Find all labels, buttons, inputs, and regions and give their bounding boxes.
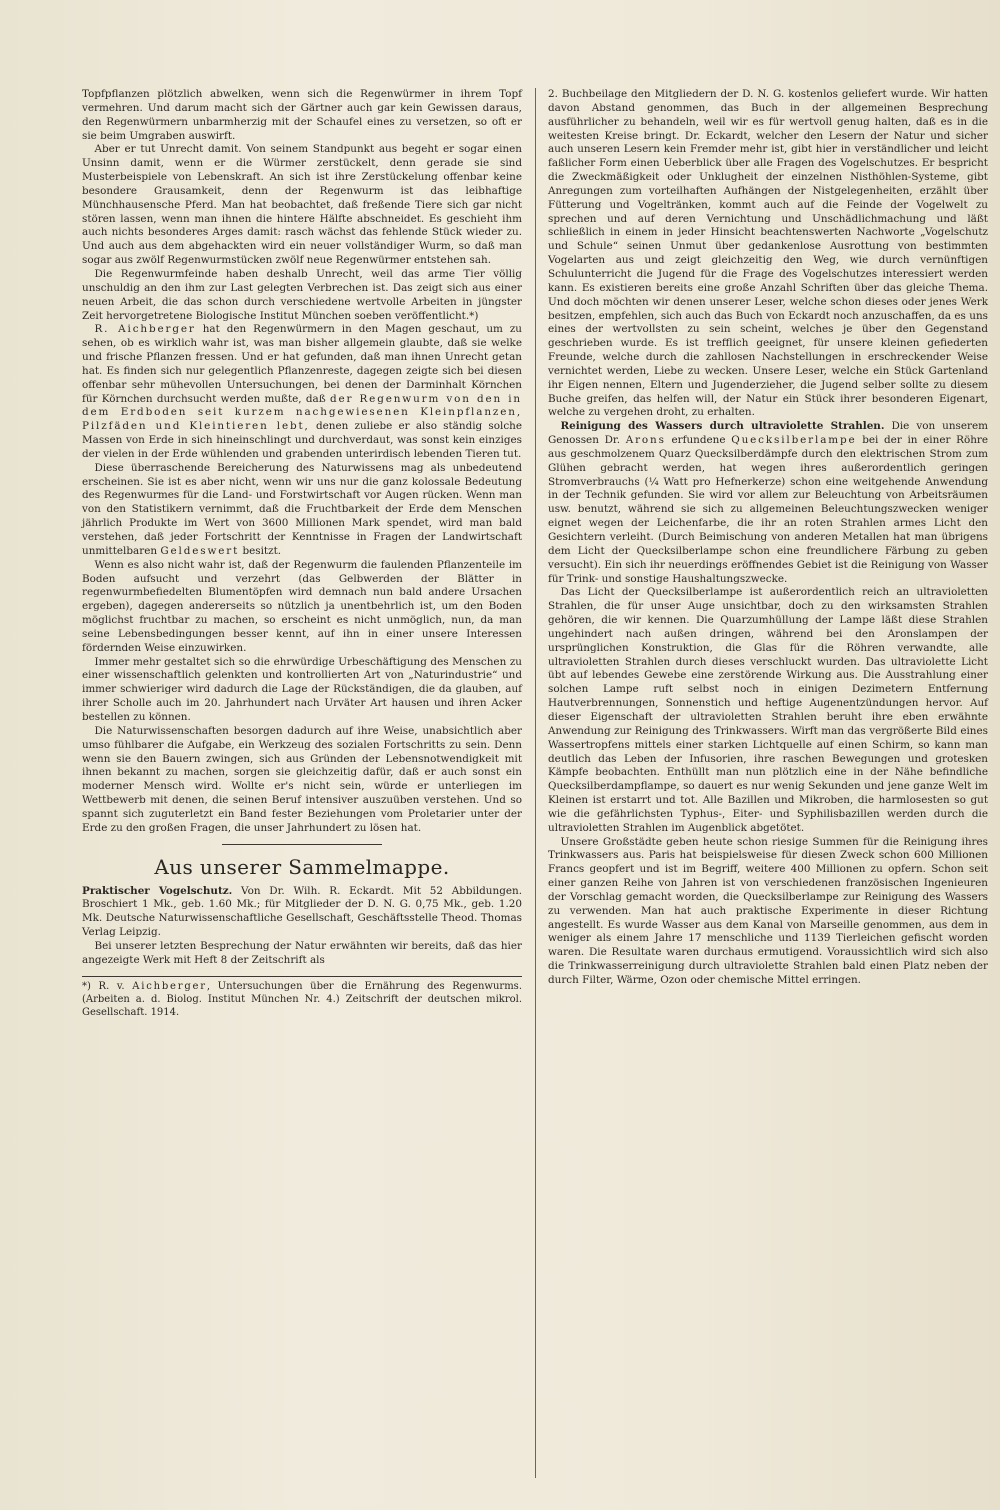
- text-run: besitzt.: [239, 544, 282, 557]
- paragraph: 2. Buchbeilage den Mitgliedern der D. N. G. kostenlos geliefert wurde. Wir hatten davon Abstand genommen, das Buch in der allgemeinen Besprechung ausführlicher zu behandeln, weil wir es für wertvoll genug halten, daß es in die weitesten Kreise bringt. Dr. Eckardt, welcher den Lesern der Natur und sicher auch unseren Lesern kein Fremder mehr ist, gibt hier in verständlicher und leicht faßlicher Form einen Ueberblick über alle Fragen des Vogelschutzes. Er bespricht die Zweckmäßigkeit oder Unklugheit der einzelnen Nisthöhlen-Systeme, gibt Anregungen zum vorteilhaften Aufhängen der Nistgelegenheiten, erzählt über Fütterung und Vogeltränken, kommt auch auf die Feinde der Vogelwelt zu sprechen und auf deren Vernichtung und Unschädlichmachung und läßt schließlich in einem in jeder Hinsicht beachtenswerten Nachworte „Vogelschutz und Schule“ seinen Unmut über gedankenlose Ausrottung von bestimmten Vogelarten aus und zeigt gleichzeitig den Weg, wie durch vernünftigen Schulunterricht die Jugend für die Frage des Vogelschutzes interessiert werden kann. Es existieren bereits eine große Anzahl Schriften über das gleiche Thema. Und doch möchten wir denen unserer Leser, welche schon dieses oder jenes Werk besitzen, empfehlen, sich auch das Buch von Eckardt noch anzuschaffen, da es uns eines der wertvollsten zu sein scheint, welches je über den Gegenstand geschrieben wurde. Es ist trefflich geeignet, für unsere kleinen gefiederten Freunde, welche durch die zahllosen Nachstellungen in erschreckender Weise vernichtet werden, Liebe zu wecken. Unsere Leser, welche ein Stück Gartenland ihr Eigen nennen, Eltern und Jugenderzieher, die Jugend selber sollte zu diesem Buche greifen, das helfen will, der Natur ein Stück ihrer besonderen Eigenart, welche zu vergehen droht, zu erhalten.: [548, 88, 988, 419]
- paragraph: Unsere Großstädte geben heute schon riesige Summen für die Reinigung ihres Trinkwassers aus. Paris hat beispielsweise für diesen Zweck schon 600 Millionen Francs geopfert und ist im Begriff, weitere 400 Millionen zu opfern. Schon seit einer ganzen Reihe von Jahren ist von verschiedenen französischen Ingenieuren der Vorschlag gemacht worden, die Quecksilberlampe zur Reinigung des Wassers zu verwenden. Man hat auch praktische Experimente in dieser Richtung angestellt. Es wurde Wasser aus dem Kanal von Marseille genommen, aus dem in weniger als einem Jahre 17 menschliche und 1139 Tierleichen gefischt worden waren. Die Resultate waren durchaus ermutigend. Voraussichtlich wird sich also die Trinkwasserreinigung durch ultraviolette Strahlen bald einen Platz neben der durch Filter, Wärme, Ozon oder chemische Mittel erringen.: [548, 835, 988, 986]
- paragraph: [548, 420, 988, 586]
- emphasized-text: der Regenwurm von den in dem Erdboden seit kurzem nachgewiesenen Kleinpflanzen, Pilzfäden und Kleintieren lebt,: [82, 392, 522, 433]
- footnote: [82, 976, 522, 1019]
- review-title: Praktischer Vogelschutz.: [82, 884, 233, 897]
- paragraph: Die Naturwissenschaften besorgen dadurch auf ihre Weise, unabsichtlich aber umso fühlbarer die Aufgabe, ein Werkzeug des sozialen Fortschritts zu sein. Denn wenn sie den Bauern zwingen, sich aus Gründen der Lebensnotwendigkeit mit ihnen bekannt zu machen, sorgen sie gleichzeitig dafür, daß er auch sonst ein moderner Mensch wird. Wollte er's nicht sein, würde er unterliegen im Wettbewerb mit denen, die seinen Beruf intensiver auszuüben verstehen. Und so spannt sich zuguterletzt ein Band fester Beziehungen vom Proletarier unter der Erde zu den großen Fragen, die unser Jahrhundert zu lösen hat.: [82, 724, 522, 834]
- review-paragraph: [82, 885, 522, 940]
- paragraph: Die Regenwurmfeinde haben deshalb Unrecht, weil das arme Tier völlig unschuldig an den ihm zur Last gelegten Verbrechen ist. Das zeigt sich aus einer neuen Arbeit, die das schon durch verschiedene wertvolle Arbeiten in jüngster Zeit hervorgetretene Biologische Institut München soeben veröffentlicht.*): [82, 267, 522, 322]
- emphasized-text: Geldeswert: [160, 544, 240, 557]
- paragraph: Immer mehr gestaltet sich so die ehrwürdige Urbeschäftigung des Menschen zu einer wissenschaftlich gelenkten und kontrollierten Art von „Naturindustrie“ und immer schwieriger wird dadurch die Lage der Rückständigen, die da glauben, auf ihrer Scholle auch im 20. Jahrhundert nach Urväter Art hausen und ihren Acker bestellen zu können.: [82, 655, 522, 723]
- footnote-text: , Untersuchungen über die Ernährung des Regenwurms. (Arbeiten a. d. Biolog. Institut München Nr. 4.) Zeitschrift der deutschen mikrol. Gesellschaft. 1914.: [82, 980, 522, 1018]
- text-run: bei der in einer Röhre aus geschmolzenem Quarz Quecksilberdämpfe durch den elektrischen Strom zum Glühen gebracht werden, hat wegen ihres außerordentlich geringen Stromverbrauchs (¼ Watt pro Hefnerkerze) schon eine weitgehende Anwendung in der Technik gefunden. Sie wird vor allem zur Beleuchtung von Arbeitsräumen usw. benutzt, während sie sich zu allgemeinen Beleuchtungszwecken weniger eignet wegen der Leichenfarbe, die ihr an roten Strahlen armes Licht den Gesichtern verleiht. (Durch Beimischung von anderen Metallen hat man übrigens dem Licht der Quecksilberlampe schon eine freundlichere Färbung zu geben versucht). Ein sich ihr neuerdings eröffnendes Gebiet ist die Reinigung von Wasser für Trink- und sonstige Haushaltungszwecke.: [548, 434, 989, 585]
- paragraph: Bei unserer letzten Besprechung der Natur erwähnten wir bereits, daß das hier angezeigte Werk mit Heft 8 der Zeitschrift als: [82, 939, 522, 966]
- footnote-mark: *) R. v.: [82, 980, 133, 992]
- divider: [222, 844, 382, 845]
- paragraph: Topfpflanzen plötzlich abwelken, wenn sich die Regenwürmer in ihrem Topf vermehren. Und darum macht sich der Gärtner auch gar kein Gewissen daraus, den Regenwürmern unbarmherzig mit der Schaufel eines zu versetzen, so oft er sie beim Umgraben auswirft.: [82, 88, 522, 142]
- person-name: Arons: [625, 434, 666, 447]
- text-run: hat den Regenwürmern in den Magen geschaut, um zu sehen, ob es wirklich wahr ist, was man bisher allgemein glaubte, daß sie welke und frische Pflanzen fressen. Und er hat gefunden, daß man ihnen Unrecht getan hat. Es finden sich nur gelegentlich Pflanzenreste, dagegen zeigte sich bei diesen offenbar sehr mühevollen Untersuchungen, bei denen der Darminhalt Körnchen für Körnchen durchsucht werden mußte, daß: [82, 323, 523, 405]
- paragraph: [82, 323, 522, 461]
- article-title: Reinigung des Wassers durch ultraviolette Strahlen.: [560, 420, 885, 433]
- section-heading: Aus unserer Sammelmappe.: [154, 854, 450, 879]
- text-run: Diese überraschende Bereicherung des Naturwissens mag als unbedeutend erscheinen. Sie ist es aber nicht, wenn wir uns nur die ganz kolossale Bedeutung des Regenwurmes für die Land- und Forstwirtschaft vor Augen rücken. Wenn man von den Statistikern vernimmt, daß die Fruchtbarkeit der Erde dem Menschen jährlich Produkte im Wert von 3600 Millionen Mark spendet, wird man bald verstehen, daß jeder Fortschritt der Kenntnisse in Fragen der Landwirtschaft unmittelbaren: [82, 461, 522, 557]
- paragraph: [82, 462, 522, 559]
- paragraph: Das Licht der Quecksilberlampe ist außerordentlich reich an ultravioletten Strahlen, die für unser Auge unsichtbar, doch zu den wirksamsten Strahlen gehören, die wir kennen. Die Quarzumhüllung der Lampe läßt diese Strahlen ungehindert nach außen dringen, während bei den Aronslampen der ursprünglichen Konstruktion, die Glas für die Röhren verwandte, alle ultravioletten Strahlen durch dieses verschluckt wurden. Das ultraviolette Licht übt auf lebendes Gewebe eine zerstörende Wirkung aus. Die Ausstrahlung einer solchen Lampe ruft selbst noch in einigen Dezimetern Entfernung Hautverbrennungen, Sonnenstich und heftige Augenentzündungen hervor. Auf dieser Eigenschaft der ultravioletten Strahlen beruht ihre eben erwähnte Anwendung zur Reinigung des Trinkwassers. Wirft man das vergrößerte Bild eines Wassertropfens mittels einer starken Lichtquelle auf einen Schirm, so kann man deutlich das Leben der Infusorien, ihre raschen Bewegungen und grotesken Kämpfe beobachten. Enthüllt man nun plötzlich eine in der Nähe befindliche Quecksilberdampflampe, so dauert es nur wenig Sekunden und jene ganze Welt im Kleinen ist erstarrt und tot. Alle Bazillen und Mikroben, die harmlosesten so gut wie die gefährlichsten Typhus-, Eiter- und Syphilisbazillen werden durch die ultravioletten Strahlen im Augenblick abgetötet.: [548, 586, 988, 834]
- text-run: Von Dr. Wilh. R. Eckardt. Mit 52 Abbildungen. Broschiert 1 Mk., geb. 1.60 Mk.; für Mitglieder der D. N. G. 0,75 Mk., geb. 1.20 Mk. Deutsche Naturwissenschaftliche Gesellschaft, Geschäftsstelle Theod. Thomas Verlag Leipzig.: [82, 884, 522, 939]
- paragraph: Wenn es also nicht wahr ist, daß der Regenwurm die faulenden Pflanzenteile im Boden aufsucht und verzehrt (das Gelbwerden der Blätter in regenwurmbefiedelten Blumentöpfen wird demnach nun bald andere Ursachen ergeben), dagegen andererseits so nützlich ja unentbehrlich ist, um den Boden möglichst fruchtbar zu machen, so erscheint es nicht unmöglich, nun, da man seine Lebensbedingungen besser kennt, auf ihn in einer unsere Interessen fördernden Weise einzuwirken.: [82, 558, 522, 654]
- footnote-author: Aichberger: [132, 980, 207, 992]
- text-run: erfundene: [665, 434, 732, 447]
- text-run: Die von unserem Genossen Dr.: [548, 420, 988, 447]
- author-name: R. Aichberger: [94, 323, 196, 336]
- emphasized-text: Quecksilberlampe: [731, 434, 857, 447]
- column-divider: [535, 88, 536, 1478]
- left-column: [82, 88, 522, 1019]
- paragraph: Aber er tut Unrecht damit. Von seinem Standpunkt aus begeht er sogar einen Unsinn damit, wenn er die Würmer zerstückelt, denn gerade sie sind Musterbeispiele von Lebenskraft. An sich ist ihre Zerstückelung offenbar keine besondere Grausamkeit, denn der Regenwurm ist das leibhaftige Münchhausensche Pferd. Man hat beobachtet, daß freßende Tiere sich gar nicht stören lassen, wenn man ihnen die hintere Hälfte abschneidet. Es geschieht ihm auch nichts besonderes Arges damit: rasch wächst das fehlende Stück wieder zu. Und auch aus dem abgehackten wird ein neuer vollständiger Wurm, so daß man sogar aus zwölf Regenwurmstücken zwölf neue Regenwürmer entstehen sah.: [82, 143, 522, 267]
- right-column: [548, 88, 988, 988]
- text-run: denen zuliebe er also ständig solche Massen von Erde in sich hineinschlingt und durchverdaut, was sonst kein einziges der vielen in der Erde wühlenden und grabenden unterirdisch lebenden Tieren tut.: [82, 420, 522, 460]
